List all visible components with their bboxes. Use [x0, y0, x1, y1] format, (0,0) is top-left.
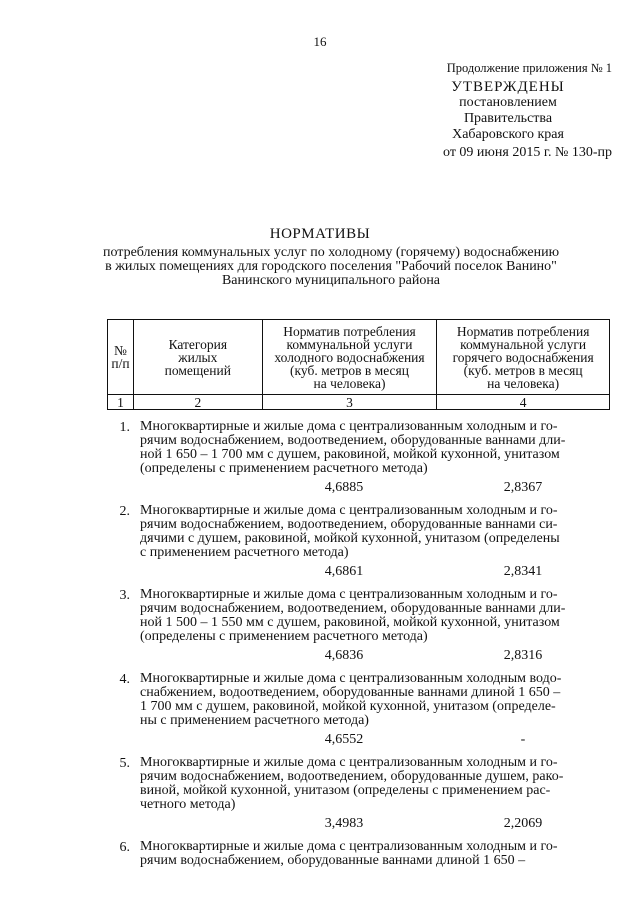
list-item	[108, 672, 610, 750]
item-number: 1.	[119, 420, 130, 435]
item-description: Многоквартирные и жилые дома с централизованным холодным и го- рячим водоснабжением, водоотведением, оборудованные ваннами дли- ной 1 650 – 1 700 мм с душем, раковиной, мойкой кухонной, унитазом (определены с применением расчетного метода)	[140, 419, 566, 476]
header-cell-category: Категория жилых помещений	[133, 320, 262, 395]
approval-line: постановлением	[459, 95, 557, 110]
approved-heading: УТВЕРЖДЕНЫ	[451, 79, 565, 95]
hot-water-norm: 2,8341	[503, 564, 543, 579]
item-description: Многоквартирные и жилые дома с централизованным холодным и го- рячим водоснабжением, оборудованные ваннами длиной 1 650 –	[140, 839, 558, 868]
item-number: 6.	[119, 840, 130, 855]
item-number: 3.	[119, 588, 130, 603]
item-description: Многоквартирные и жилые дома с централизованным холодным и го- рячим водоснабжением, водоотведением, оборудованные ваннами си- дячими с душем, раковиной, мойкой кухонной, унитазом (определены с применением расчетного метода)	[140, 503, 560, 560]
item-number: 2.	[119, 504, 130, 519]
header-cell-number: № п/п	[108, 320, 134, 395]
column-number-row	[108, 395, 610, 410]
approval-block	[408, 60, 612, 161]
hot-water-norm: 2,2069	[503, 816, 543, 831]
subtitle-line: в жилых помещениях для городского поселения "Рабочий поселок Ванино"	[105, 259, 557, 274]
item-description: Многоквартирные и жилые дома с централизованным холодным и го- рячим водоснабжением, водоотведением, оборудованные душем, рако- виной, мойкой кухонной, унитазом (определены с применением рас- четного метода)	[140, 755, 564, 812]
list-item	[108, 588, 610, 666]
list-item	[108, 420, 610, 498]
header-cell-hot-water: Норматив потребления коммунальной услуги горячего водоснабжения (куб. метров в месяц на человека)	[437, 320, 610, 395]
appendix-continuation: Продолжение приложения № 1	[446, 61, 612, 75]
list-item	[108, 756, 610, 834]
document-title: НОРМАТИВЫ	[269, 226, 371, 242]
item-number: 5.	[119, 756, 130, 771]
cold-water-norm: 4,6552	[324, 732, 364, 747]
approval-line: Правительства	[463, 111, 553, 126]
norms-list	[108, 420, 610, 874]
item-description: Многоквартирные и жилые дома с централизованным холодным и го- рячим водоснабжением, водоотведением, оборудованные ваннами дли- ной 1 500 – 1 550 мм с душем, раковиной, мойкой кухонной, унитазом (определены с применением расчетного метода)	[140, 587, 566, 644]
column-number: 4	[437, 395, 610, 410]
hot-water-norm: -	[520, 732, 526, 747]
document-subtitle	[96, 246, 566, 288]
hot-water-norm: 2,8316	[503, 648, 543, 663]
approval-line: Хабаровского края	[452, 127, 564, 142]
header-cell-cold-water: Норматив потребления коммунальной услуги холодного водоснабжения (куб. метров в месяц на человека)	[262, 320, 437, 395]
cold-water-norm: 3,4983	[324, 816, 364, 831]
cold-water-norm: 4,6885	[324, 480, 364, 495]
item-description: Многоквартирные и жилые дома с централизованным холодным водо- снабжением, водоотведением, оборудованные ваннами длиной 1 650 – 1 700 мм с душем, раковиной, мойкой кухонной, унитазом (определе- ны с применением расчетного метода)	[140, 671, 562, 728]
subtitle-line: Ванинского муниципального района	[221, 273, 441, 288]
list-item	[108, 840, 610, 868]
item-number: 4.	[119, 672, 130, 687]
list-item	[108, 504, 610, 582]
column-number: 3	[262, 395, 437, 410]
page-number: 16	[313, 34, 327, 49]
hot-water-norm: 2,8367	[503, 480, 543, 495]
decree-date-number: от 09 июня 2015 г. № 130-пр	[443, 145, 612, 160]
subtitle-line: потребления коммунальных услуг по холодному (горячему) водоснабжению	[102, 245, 560, 260]
table-header-row	[108, 320, 610, 395]
column-number: 2	[133, 395, 262, 410]
column-number: 1	[108, 395, 134, 410]
norms-header-table	[107, 319, 610, 410]
cold-water-norm: 4,6861	[324, 564, 364, 579]
cold-water-norm: 4,6836	[324, 648, 364, 663]
